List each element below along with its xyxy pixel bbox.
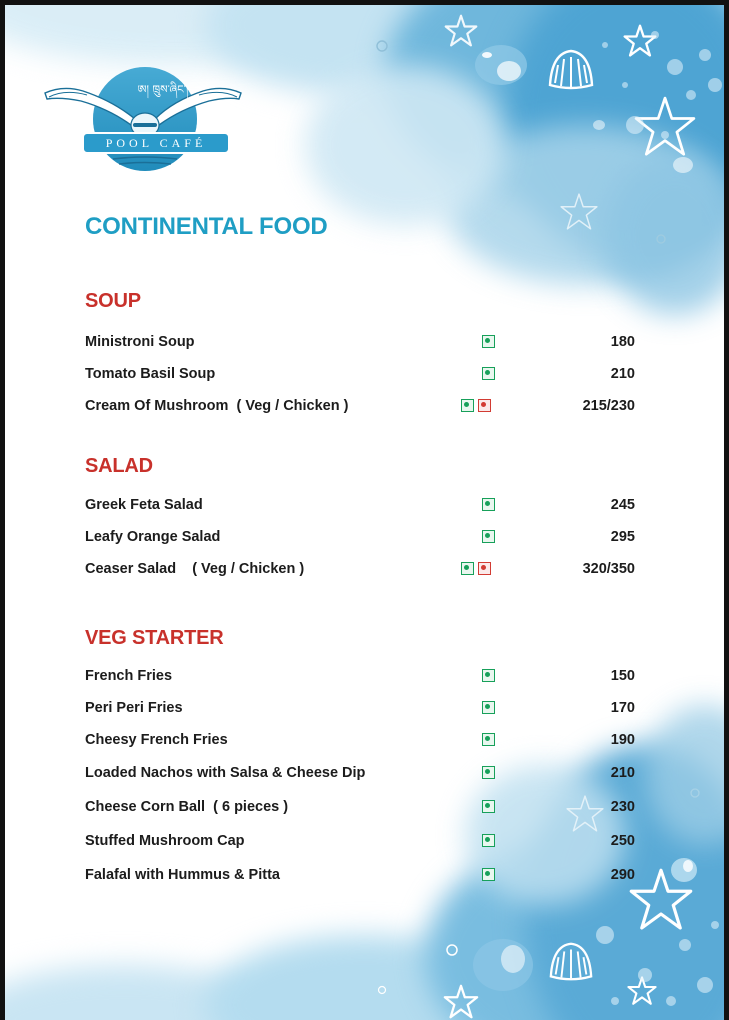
page-title: CONTINENTAL FOOD [85, 213, 328, 240]
veg-mark-icon [482, 733, 495, 746]
menu-item [85, 756, 645, 790]
item-name: Tomato Basil Soup [85, 366, 216, 382]
logo-script-text: ཨ། ཁྲུས་ཞིང་། [137, 83, 189, 96]
bubbles-icon [565, 15, 724, 215]
menu-item [85, 326, 645, 358]
item-price: 230 [610, 799, 635, 815]
menu-page [5, 5, 724, 1020]
item-price: 210 [610, 765, 635, 781]
veg-mark-icon [482, 530, 495, 543]
veg-mark-icon [482, 868, 495, 881]
veg-mark-icon [482, 701, 495, 714]
veg-mark-icon [482, 669, 495, 682]
menu-item [85, 489, 645, 521]
item-price: 215/230 [582, 398, 635, 414]
section-heading: SALAD [85, 455, 153, 477]
water-drop-icon [473, 43, 529, 87]
menu-item [85, 521, 645, 553]
section-heading: VEG STARTER [85, 627, 224, 649]
water-drop-icon [377, 985, 387, 995]
veg-mark-icon [461, 562, 474, 575]
item-price: 190 [610, 732, 635, 748]
item-price: 210 [610, 366, 635, 382]
item-price: 290 [610, 867, 635, 883]
menu-item [85, 724, 645, 756]
menu-item [85, 390, 645, 422]
item-price: 295 [610, 529, 635, 545]
item-name: Cream Of Mushroom ( Veg / Chicken ) [85, 398, 349, 414]
water-drop-icon [655, 233, 667, 245]
item-name: French Fries [85, 668, 173, 684]
menu-section-veg-starter [85, 624, 645, 892]
item-price: 250 [610, 833, 635, 849]
menu-section-soup [85, 287, 645, 422]
nonveg-mark-icon [478, 562, 491, 575]
starfish-icon [441, 983, 481, 1020]
item-name: Cheesy French Fries [85, 732, 228, 748]
item-name: Leafy Orange Salad [85, 529, 221, 545]
menu-item [85, 858, 645, 892]
veg-mark-icon [482, 800, 495, 813]
menu-item [85, 692, 645, 724]
item-price: 320/350 [582, 561, 635, 577]
item-name: Peri Peri Fries [85, 700, 183, 716]
veg-mark-icon [482, 498, 495, 511]
menu-section-salad [85, 452, 645, 585]
item-name: Loaded Nachos with Salsa & Cheese Dip [85, 765, 366, 781]
item-name: Ministroni Soup [85, 334, 195, 350]
item-name: Greek Feta Salad [85, 497, 203, 513]
veg-mark-icon [461, 399, 474, 412]
water-drop-icon [669, 855, 699, 885]
veg-mark-icon [482, 335, 495, 348]
veg-mark-icon [482, 834, 495, 847]
veg-mark-icon [482, 367, 495, 380]
section-heading: SOUP [85, 290, 141, 312]
menu-item [85, 358, 645, 390]
bubbles-icon [585, 905, 724, 1020]
veg-mark-icon [482, 766, 495, 779]
item-price: 245 [610, 497, 635, 513]
water-drop-icon [375, 39, 389, 53]
item-name: Cheese Corn Ball ( 6 pieces ) [85, 799, 289, 815]
item-name: Stuffed Mushroom Cap [85, 833, 245, 849]
item-price: 150 [610, 668, 635, 684]
logo-brand-name: POOL CAFÉ [105, 136, 207, 150]
item-name: Ceaser Salad ( Veg / Chicken ) [85, 561, 305, 577]
pool-cafe-logo [43, 63, 243, 173]
nonveg-mark-icon [478, 399, 491, 412]
menu-item [85, 824, 645, 858]
item-price: 170 [610, 700, 635, 716]
menu-item [85, 660, 645, 692]
menu-item [85, 790, 645, 824]
water-drop-icon [689, 787, 701, 799]
menu-item [85, 553, 645, 585]
water-drop-icon [445, 943, 459, 957]
item-name: Falafal with Hummus & Pitta [85, 867, 280, 883]
item-price: 180 [610, 334, 635, 350]
